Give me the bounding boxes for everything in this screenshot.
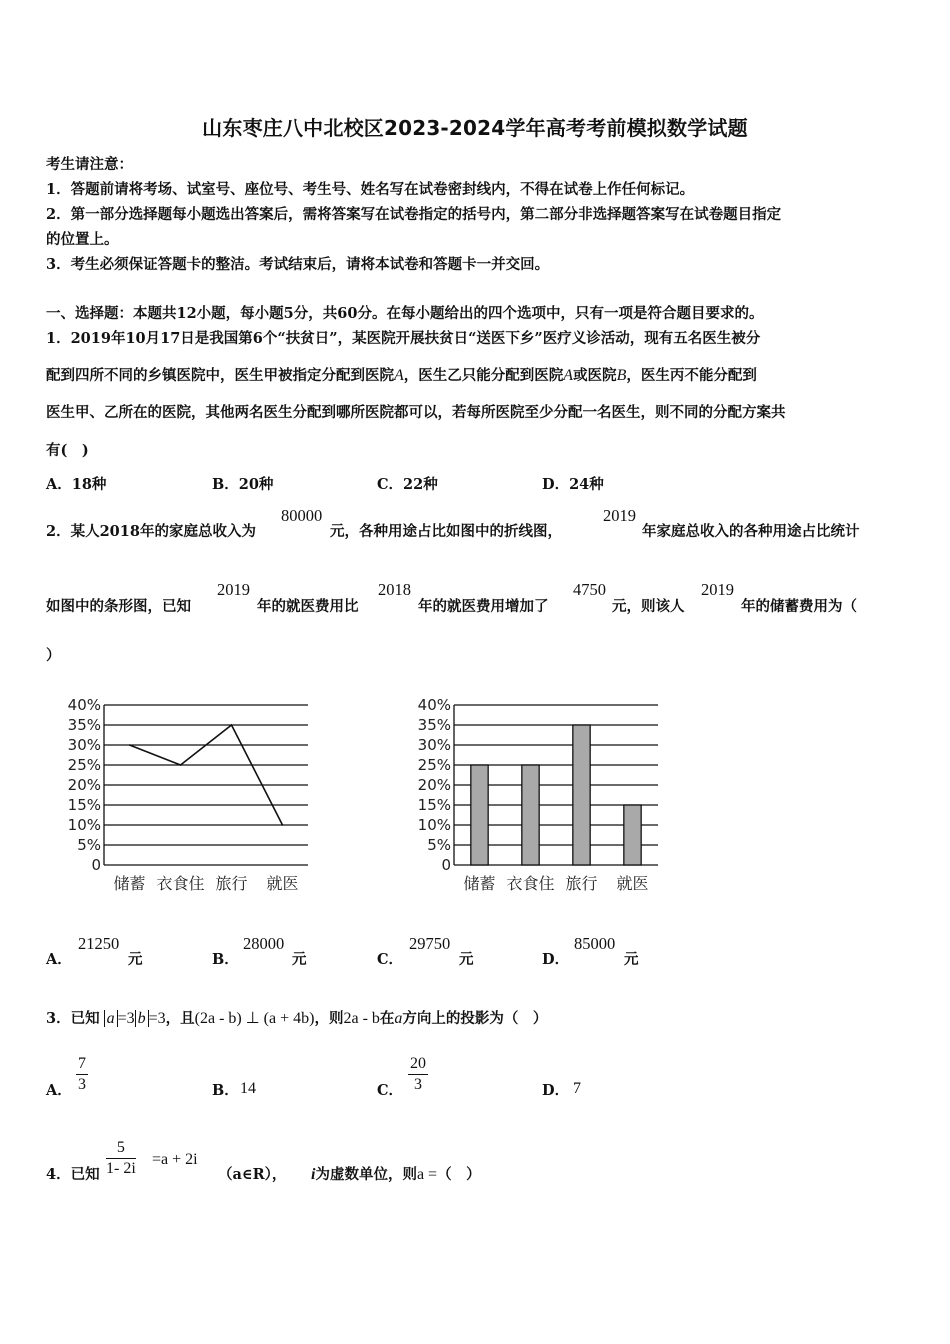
q2-year: 2019 xyxy=(701,580,734,599)
x-tick-label: 旅行 xyxy=(565,874,598,893)
bar xyxy=(522,765,539,865)
bar xyxy=(471,765,488,865)
notice-heading: 考生请注意： xyxy=(46,156,133,173)
x-tick-label: 就医 xyxy=(266,874,299,893)
line-chart xyxy=(40,690,330,905)
q3-text: ，且 xyxy=(165,1010,195,1027)
q2-close-paren: ） xyxy=(46,647,61,664)
y-tick-label: 15% xyxy=(417,796,451,814)
q2-text: 年的就医费用比 xyxy=(257,598,359,615)
q2-text: 年的储蓄费用为（ xyxy=(741,598,857,615)
q1-var-b: B xyxy=(616,367,627,384)
q3-abs-a: a xyxy=(104,1010,118,1027)
q3-text: 方向上的投影为（ ） xyxy=(402,1010,548,1027)
y-tick-label: 10% xyxy=(417,816,451,834)
series-line xyxy=(130,725,283,825)
q2-text: 2．某人2018年的家庭总收入为 xyxy=(46,523,256,540)
section-heading: 一、选择题：本题共12小题，每小题5分，共60分。在每小题给出的四个选项中，只有一项是符合题目要求的。 xyxy=(46,305,764,322)
q3-option-d-value: 7 xyxy=(573,1080,581,1097)
x-tick-label: 就医 xyxy=(616,874,649,893)
q1-text: 或医院 xyxy=(573,367,617,384)
q2-option-b-unit: 元 xyxy=(292,951,307,968)
q3-option-c-label: C． xyxy=(377,1082,404,1099)
q2-text: 元，则该人 xyxy=(612,598,685,615)
y-tick-label: 30% xyxy=(67,736,101,754)
q2-option-a-label: A． xyxy=(46,951,72,968)
q2-year: 2018 xyxy=(378,580,411,599)
q1-var-a: A xyxy=(563,367,574,384)
q3-eq: =3 xyxy=(148,1010,166,1027)
notice-item-3: 3．考生必须保证答题卡的整洁。考试结束后，请将本试卷和答题卡一并交回。 xyxy=(46,256,550,273)
q3-option-a-fraction: $\frac{7}{3}$ xyxy=(78,1055,86,1093)
q1-option-b: B．20种 xyxy=(212,476,274,493)
q2-option-c-unit: 元 xyxy=(459,951,474,968)
q2-text: 年家庭总收入的各种用途占比统计 xyxy=(642,523,860,540)
q2-option-d-label: D． xyxy=(542,951,570,968)
y-tick-label: 20% xyxy=(417,776,451,794)
q4-imag-unit: i xyxy=(311,1166,316,1183)
y-tick-label: 0 xyxy=(91,856,101,874)
q2-option-d-value: 85000 xyxy=(574,934,616,953)
q4-rhs: =a + 2i xyxy=(152,1151,198,1168)
q2-text: 年的就医费用增加了 xyxy=(418,598,549,615)
q1-text: ，医生乙只能分配到医院 xyxy=(403,367,564,384)
y-tick-label: 15% xyxy=(67,796,101,814)
q2-option-a-value: 21250 xyxy=(78,934,120,953)
q3-text: ，则 xyxy=(314,1010,344,1027)
q3-var-a: a xyxy=(394,1010,403,1027)
q4-line-rest xyxy=(311,1163,481,1184)
q3-line xyxy=(46,1007,547,1028)
y-tick-label: 25% xyxy=(67,756,101,774)
y-tick-label: 40% xyxy=(67,696,101,714)
q2-increase: 4750 xyxy=(573,580,606,599)
notice-item-2-cont: 的位置上。 xyxy=(46,231,119,248)
bar xyxy=(624,805,641,865)
q2-option-b-label: B． xyxy=(212,951,239,968)
q1-option-a: A．18种 xyxy=(46,476,107,493)
q1-var-a: A xyxy=(394,367,404,384)
x-tick-label: 储蓄 xyxy=(463,874,496,893)
data-point xyxy=(231,724,233,726)
data-point xyxy=(282,824,284,826)
q4-text: （ ） xyxy=(437,1166,481,1183)
notice-item-1: 1．答题前请将考场、试室号、座位号、考生号、姓名写在试卷密封线内，不得在试卷上作任何标记。 xyxy=(46,181,695,198)
q3-eq: =3 xyxy=(117,1010,135,1027)
q1-text: ，医生丙不能分配到 xyxy=(626,367,757,384)
x-tick-label: 储蓄 xyxy=(113,874,146,893)
q2-income: 80000 xyxy=(281,506,323,525)
q4-ask: a = xyxy=(416,1166,438,1183)
q1-text: 配到四所不同的乡镇医院中，医生甲被指定分配到医院 xyxy=(46,367,394,384)
q3-option-a-label: A． xyxy=(46,1082,72,1099)
q1-option-c: C．22种 xyxy=(377,476,438,493)
q3-option-c-fraction: $\frac{20}{3}$ xyxy=(410,1055,426,1093)
q2-text: 如图中的条形图，已知 xyxy=(46,598,191,615)
q2-year: 2019 xyxy=(217,580,250,599)
bar-chart xyxy=(390,690,680,905)
q2-year: 2019 xyxy=(603,506,636,525)
q4-text: 4．已知 xyxy=(46,1166,100,1183)
q4-condition: （a∈R）， xyxy=(218,1166,287,1183)
q3-option-d-label: D． xyxy=(542,1082,570,1099)
y-tick-label: 35% xyxy=(67,716,101,734)
q3-option-b-value: 14 xyxy=(240,1080,256,1097)
q1-line-3: 医生甲、乙所在的医院，其他两名医生分配到哪所医院都可以，若每所医院至少分配一名医生，则不同的分配方案共 xyxy=(46,404,786,421)
q3-text: 在 xyxy=(379,1010,395,1027)
y-tick-label: 5% xyxy=(77,836,101,854)
q3-abs-b: b xyxy=(135,1010,149,1027)
y-tick-label: 35% xyxy=(417,716,451,734)
q2-text: 元，各种用途占比如图中的折线图， xyxy=(330,523,562,540)
q2-option-d-unit: 元 xyxy=(624,951,639,968)
y-tick-label: 20% xyxy=(67,776,101,794)
x-tick-label: 衣食住 xyxy=(506,874,555,893)
q3-perp-expr: (2a - b) ⊥ (a + 4b) xyxy=(194,1010,315,1027)
data-point xyxy=(180,764,182,766)
q2-option-c-value: 29750 xyxy=(409,934,451,953)
q4-text: 为虚数单位，则 xyxy=(315,1166,417,1183)
q1-line-1: 1．2019年10月17日是我国第6个“扶贫日”，某医院开展扶贫日“送医下乡”医疗义诊活动，现有五名医生被分 xyxy=(46,330,761,347)
notice-item-2: 2．第一部分选择题每小题选出答案后，需将答案写在试卷指定的括号内，第二部分非选择题答案写在试卷题目指定 xyxy=(46,206,782,223)
q3-proj-vector: 2a - b xyxy=(343,1010,380,1027)
q2-option-c-label: C． xyxy=(377,951,404,968)
q4-fraction: $\frac{5}{1- 2i}$ xyxy=(106,1139,136,1177)
y-tick-label: 40% xyxy=(417,696,451,714)
x-tick-label: 旅行 xyxy=(215,874,248,893)
x-tick-label: 衣食住 xyxy=(156,874,205,893)
q3-option-b-label: B． xyxy=(212,1082,239,1099)
y-tick-label: 0 xyxy=(441,856,451,874)
q1-option-d: D．24种 xyxy=(542,476,604,493)
y-tick-label: 25% xyxy=(417,756,451,774)
bar xyxy=(573,725,590,865)
q1-line-4: 有( ) xyxy=(46,442,89,459)
y-tick-label: 5% xyxy=(427,836,451,854)
y-tick-label: 30% xyxy=(417,736,451,754)
q2-option-b-value: 28000 xyxy=(243,934,285,953)
data-point xyxy=(129,744,131,746)
q2-option-a-unit: 元 xyxy=(128,951,143,968)
q3-text: 3．已知 xyxy=(46,1010,100,1027)
y-tick-label: 10% xyxy=(67,816,101,834)
page-title: 山东枣庄八中北校区2023-2024学年高考考前模拟数学试题 xyxy=(202,116,748,140)
q1-line-2 xyxy=(46,364,757,385)
